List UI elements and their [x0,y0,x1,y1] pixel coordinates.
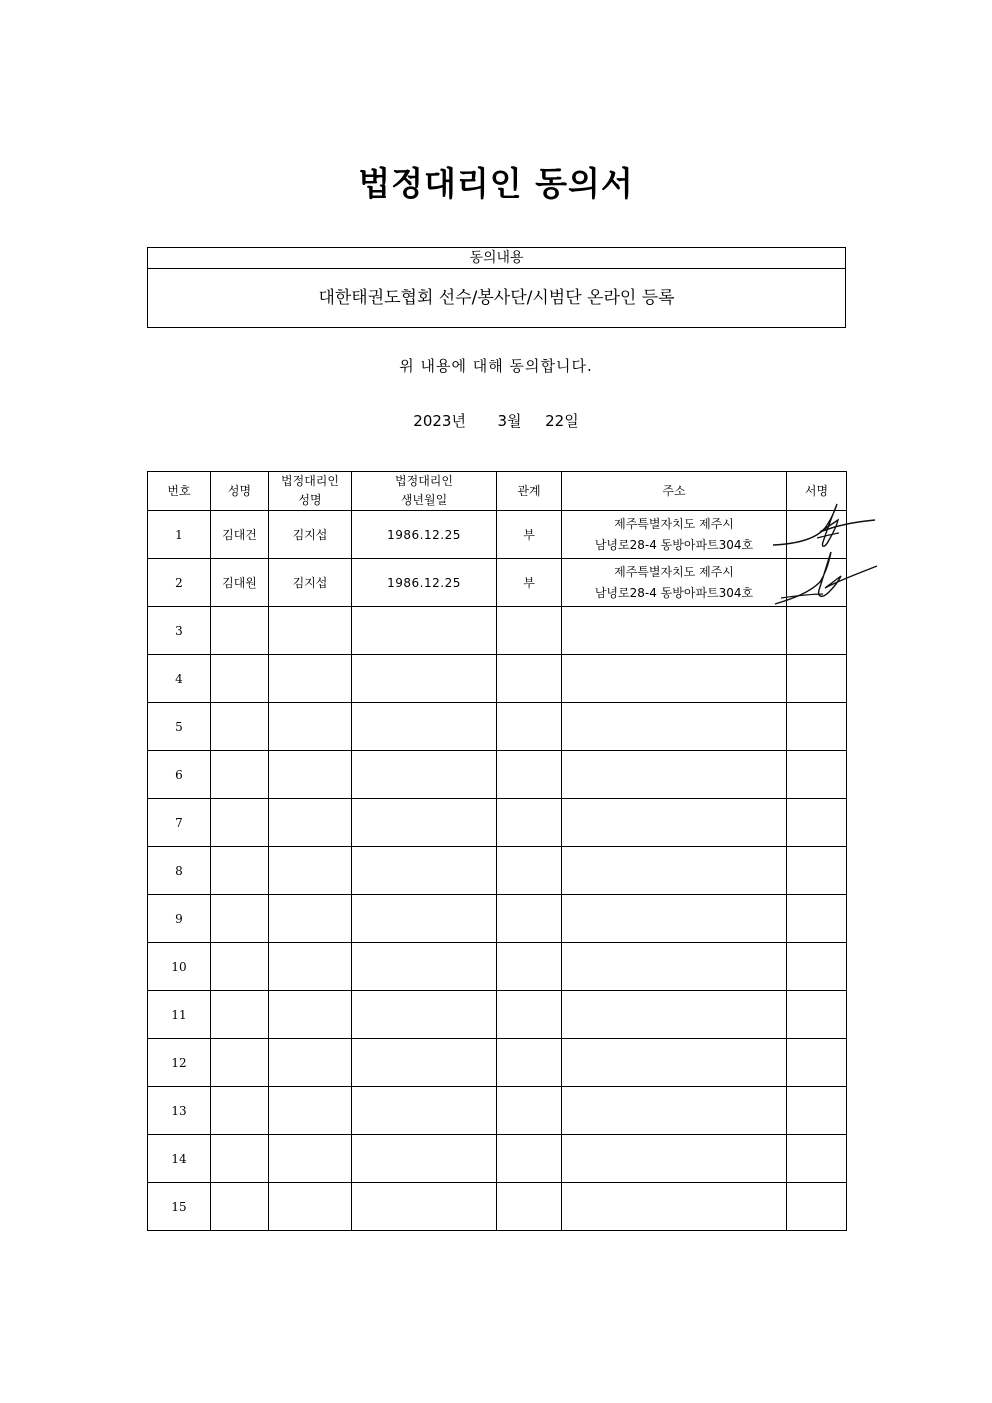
row-guardian-name-cell [269,703,352,751]
row-guardian-name-cell [269,1039,352,1087]
table-row [148,1135,847,1183]
row-relation-cell [497,943,562,991]
row-address-cell [562,655,787,703]
row-number-cell: 9 [148,895,211,943]
row-name-cell: 김대원 [211,559,269,607]
table-row [148,991,847,1039]
row-guardian-name-cell [269,751,352,799]
row-name-cell [211,895,269,943]
row-guardian-name-cell [269,847,352,895]
row-address-line2: 남녕로28-4 동방아파트304호 [594,585,754,600]
table-row [148,655,847,703]
row-relation-cell [497,1183,562,1231]
row-signature-cell [787,751,847,799]
table-row [148,847,847,895]
row-address-cell [562,847,787,895]
row-name-cell [211,991,269,1039]
table-row [148,607,847,655]
date-month: 3월 [497,412,522,430]
row-number-cell: 3 [148,607,211,655]
row-relation-cell [497,1039,562,1087]
row-signature-cell [787,1135,847,1183]
row-number-cell: 2 [148,559,211,607]
row-guardian-birth-cell [352,1087,497,1135]
row-address-cell [562,751,787,799]
row-signature-cell [787,895,847,943]
row-guardian-name-cell: 김지섭 [269,559,352,607]
table-row [148,1183,847,1231]
row-relation-cell [497,703,562,751]
row-guardian-birth-cell [352,799,497,847]
row-relation-cell: 부 [497,511,562,559]
table-row [148,559,847,607]
row-number-cell: 6 [148,751,211,799]
row-signature-cell [787,559,847,607]
row-address-cell [562,799,787,847]
table-row [148,943,847,991]
row-address-cell [562,511,787,559]
row-guardian-name-cell [269,1183,352,1231]
row-number-cell: 4 [148,655,211,703]
row-guardian-birth-cell [352,1135,497,1183]
row-guardian-birth-cell [352,943,497,991]
row-number-cell: 10 [148,943,211,991]
consent-content: 대한태권도협회 선수/봉사단/시범단 온라인 등록 [318,288,675,308]
row-relation-cell [497,751,562,799]
row-relation-cell [497,607,562,655]
row-address-line2: 남녕로28-4 동방아파트304호 [594,537,754,552]
row-relation-cell [497,895,562,943]
row-guardian-birth-cell [352,751,497,799]
row-name-cell [211,847,269,895]
row-name-cell [211,1135,269,1183]
row-number-cell: 11 [148,991,211,1039]
consent-date [0,410,992,431]
header-address: 주소 [562,472,787,511]
row-number-cell: 14 [148,1135,211,1183]
row-address-cell [562,895,787,943]
row-name-cell [211,1183,269,1231]
row-guardian-name-cell [269,655,352,703]
row-relation-cell: 부 [497,559,562,607]
row-name-cell [211,1039,269,1087]
table-row [148,751,847,799]
row-number-cell: 1 [148,511,211,559]
row-address-cell [562,1135,787,1183]
row-name-cell: 김대건 [211,511,269,559]
row-address-cell [562,991,787,1039]
row-address-cell [562,607,787,655]
table-row [148,703,847,751]
header-no: 번호 [148,472,211,511]
table-row [148,1039,847,1087]
consent-box [147,247,846,328]
row-relation-cell [497,991,562,1039]
consent-header: 동의내용 [148,248,845,269]
table-row [148,1087,847,1135]
table-header-row [148,472,847,511]
table-row [148,799,847,847]
row-guardian-birth-cell [352,895,497,943]
row-relation-cell [497,799,562,847]
row-guardian-name-cell: 김지섭 [269,511,352,559]
row-name-cell [211,799,269,847]
row-number-cell: 13 [148,1087,211,1135]
row-signature-cell [787,1039,847,1087]
row-address-cell [562,703,787,751]
table-row [148,511,847,559]
row-signature-cell [787,655,847,703]
row-name-cell [211,655,269,703]
row-address-line1: 제주특별자치도 제주시 [614,564,734,579]
row-guardian-name-cell [269,607,352,655]
row-relation-cell [497,847,562,895]
header-signature: 서명 [787,472,847,511]
row-guardian-birth-cell [352,1183,497,1231]
guardian-registration-table [147,471,847,1231]
row-address-cell [562,1087,787,1135]
row-guardian-name-cell [269,895,352,943]
row-guardian-name-cell [269,799,352,847]
row-signature-cell [787,703,847,751]
row-signature-cell [787,1087,847,1135]
header-name: 성명 [211,472,269,511]
date-day: 22일 [545,412,579,430]
row-guardian-birth-cell: 1986.12.25 [352,511,497,559]
row-guardian-birth-cell [352,703,497,751]
header-guardian-name-line2: 성명 [298,493,322,507]
row-guardian-birth-cell [352,655,497,703]
row-guardian-birth-cell [352,607,497,655]
row-relation-cell [497,1087,562,1135]
row-address-cell [562,943,787,991]
date-year: 2023년 [413,412,466,430]
row-address-cell [562,1183,787,1231]
header-guardian-birth-line1: 법정대리인 [395,474,453,488]
row-signature-cell [787,943,847,991]
row-signature-cell [787,847,847,895]
table-row [148,895,847,943]
row-address-cell [562,1039,787,1087]
row-number-cell: 12 [148,1039,211,1087]
row-signature-cell [787,607,847,655]
row-guardian-birth-cell: 1986.12.25 [352,559,497,607]
row-guardian-name-cell [269,1087,352,1135]
row-name-cell [211,751,269,799]
row-guardian-birth-cell [352,1039,497,1087]
row-relation-cell [497,1135,562,1183]
row-guardian-birth-cell [352,847,497,895]
header-guardian-birth [352,472,497,511]
row-number-cell: 5 [148,703,211,751]
row-number-cell: 8 [148,847,211,895]
row-number-cell: 15 [148,1183,211,1231]
document-title: 법정대리인 동의서 [358,164,634,203]
header-guardian-name-line1: 법정대리인 [281,474,339,488]
row-name-cell [211,607,269,655]
row-signature-cell [787,991,847,1039]
row-name-cell [211,703,269,751]
row-name-cell [211,943,269,991]
row-guardian-name-cell [269,1135,352,1183]
agreement-statement: 위 내용에 대해 동의합니다. [399,357,593,375]
row-guardian-name-cell [269,991,352,1039]
row-guardian-birth-cell [352,991,497,1039]
header-relation: 관계 [497,472,562,511]
row-signature-cell [787,1183,847,1231]
row-address-cell [562,559,787,607]
row-signature-cell [787,511,847,559]
row-address-line1: 제주특별자치도 제주시 [614,516,734,531]
row-name-cell [211,1087,269,1135]
header-guardian-birth-line2: 생년월일 [400,493,448,507]
row-signature-cell [787,799,847,847]
row-number-cell: 7 [148,799,211,847]
header-guardian-name [269,472,352,511]
row-relation-cell [497,655,562,703]
row-guardian-name-cell [269,943,352,991]
